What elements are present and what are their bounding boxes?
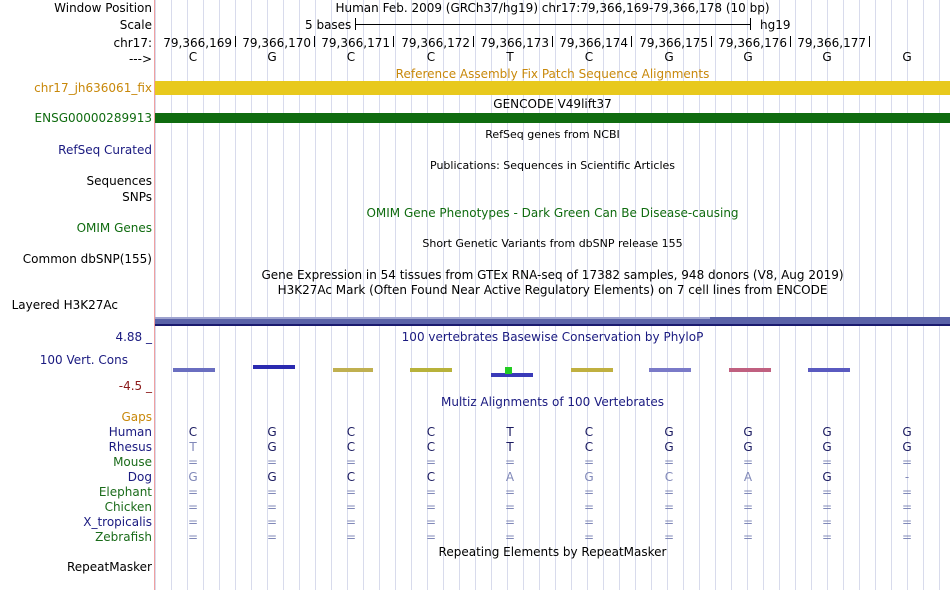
ruler-position-label: 79,366,176	[718, 36, 787, 50]
alignment-base: T	[506, 440, 514, 454]
scale-bar-left-end	[355, 18, 356, 30]
alignment-base: =	[663, 455, 675, 469]
alignment-base: G	[267, 470, 277, 484]
alignment-base: =	[425, 530, 437, 544]
scale-bar	[355, 24, 750, 25]
phylop-bar-5	[491, 373, 533, 377]
scale-text: 5 bases	[305, 18, 352, 32]
alignment-base: =	[663, 530, 675, 544]
h3k27ac-signal-right[interactable]	[710, 317, 950, 324]
phylop-bar-8	[729, 368, 771, 372]
track-image-area[interactable]	[155, 0, 950, 590]
alignment-base: A	[505, 470, 515, 484]
dbsnp-track-label[interactable]: Common dbSNP(155)	[22, 252, 152, 266]
alignment-base: T	[189, 440, 197, 454]
phylop-bar-2	[253, 365, 295, 369]
alignment-base: G	[743, 425, 753, 439]
reference-base: G	[902, 50, 912, 64]
alignment-base: =	[504, 455, 516, 469]
phylop-track-label[interactable]: 100 Vert. Cons	[39, 353, 128, 367]
reference-base: C	[426, 50, 436, 64]
omim-track-title: OMIM Gene Phenotypes - Dark Green Can Be Disease-causing	[366, 206, 739, 220]
fix-patch-track-title: Reference Assembly Fix Patch Sequence Alignments	[395, 67, 710, 81]
scale-bar-right-end	[750, 18, 751, 30]
strand-arrow-label[interactable]: --->	[128, 52, 152, 66]
ruler-tick	[314, 36, 315, 47]
window-position-label: Window Position	[54, 1, 152, 15]
gencode-feature-bar[interactable]	[155, 113, 950, 123]
alignment-base: =	[901, 515, 913, 529]
phylop-min-label: -4.5 _	[118, 379, 152, 393]
alignment-base: G	[188, 470, 198, 484]
alignment-base: C	[584, 440, 594, 454]
alignment-base: =	[187, 500, 199, 514]
ruler-position-label: 79,366,177	[797, 36, 866, 50]
ruler-tick	[631, 36, 632, 47]
h3k27ac-track-label[interactable]: Layered H3K27Ac	[11, 298, 118, 312]
dbsnp-track-title: Short Genetic Variants from dbSNP release 155	[422, 237, 683, 250]
reference-base: G	[267, 50, 277, 64]
reference-base: G	[822, 50, 832, 64]
track-label-column	[0, 0, 154, 590]
reference-base: T	[506, 50, 514, 64]
alignment-base: =	[821, 485, 833, 499]
alignment-base: G	[743, 440, 753, 454]
fix-patch-feature-bar[interactable]	[155, 81, 950, 95]
alignment-base: =	[663, 485, 675, 499]
species-label[interactable]: Elephant	[98, 485, 152, 499]
ruler-position-label: 79,366,175	[639, 36, 708, 50]
ruler-tick	[235, 36, 236, 47]
reference-base: G	[664, 50, 674, 64]
species-label[interactable]: Chicken	[104, 500, 152, 514]
alignment-base: =	[425, 515, 437, 529]
alignment-base: =	[901, 485, 913, 499]
gencode-item-label[interactable]: ENSG00000289913	[34, 111, 152, 125]
chrom-label: chr17:	[113, 36, 152, 50]
reference-base: C	[188, 50, 198, 64]
ruler-position-label: 79,366,172	[401, 36, 470, 50]
alignment-base: G	[584, 470, 594, 484]
phylop-bar-7	[649, 368, 691, 372]
alignment-base: =	[742, 500, 754, 514]
gaps-label: Gaps	[121, 410, 152, 424]
window-position-title: Human Feb. 2009 (GRCh37/hg19) chr17:79,366,169-79,366,178 (10 bp)	[335, 1, 770, 15]
alignment-base: =	[583, 515, 595, 529]
alignment-base: T	[506, 425, 514, 439]
alignment-base: =	[345, 485, 357, 499]
alignment-base: C	[188, 425, 198, 439]
h3k27ac-track-title: H3K27Ac Mark (Often Found Near Active Regulatory Elements) on 7 cell lines from ENCODE	[277, 283, 828, 297]
species-label[interactable]: Dog	[127, 470, 152, 484]
ruler-tick	[869, 36, 870, 47]
phylop-bar-3	[333, 368, 373, 372]
alignment-base: =	[742, 530, 754, 544]
alignment-base: =	[266, 530, 278, 544]
repeatmasker-track-title: Repeating Elements by RepeatMasker	[438, 545, 667, 559]
alignment-base: =	[266, 485, 278, 499]
alignment-base: -	[904, 470, 910, 484]
ruler-position-label: 79,366,171	[321, 36, 390, 50]
omim-track-label[interactable]: OMIM Genes	[76, 221, 152, 235]
reference-base: G	[743, 50, 753, 64]
species-label[interactable]: X_tropicalis	[83, 515, 152, 529]
alignment-base: =	[742, 485, 754, 499]
alignment-base: G	[822, 470, 832, 484]
alignment-base: =	[583, 530, 595, 544]
phylop-highlight-marker	[505, 367, 512, 374]
reference-base: C	[584, 50, 594, 64]
ruler-position-label: 79,366,170	[242, 36, 311, 50]
phylop-track-title: 100 vertebrates Basewise Conservation by PhyloP	[401, 330, 704, 344]
alignment-base: =	[504, 500, 516, 514]
alignment-base: C	[426, 425, 436, 439]
gencode-track-title: GENCODE V49lift37	[493, 97, 612, 111]
phylop-bar-9	[808, 368, 850, 372]
ruler-tick	[552, 36, 553, 47]
alignment-base: =	[345, 515, 357, 529]
alignment-base: G	[267, 425, 277, 439]
alignment-base: =	[901, 500, 913, 514]
alignment-base: G	[822, 425, 832, 439]
ruler-tick	[393, 36, 394, 47]
alignment-base: =	[901, 530, 913, 544]
ruler-position-label: 79,366,173	[480, 36, 549, 50]
alignment-base: G	[664, 440, 674, 454]
alignment-base: A	[743, 470, 753, 484]
alignment-base: =	[504, 485, 516, 499]
alignment-base: =	[425, 500, 437, 514]
h3k27ac-signal-highlight	[155, 317, 710, 319]
gtex-track-title: Gene Expression in 54 tissues from GTEx RNA-seq of 17382 samples, 948 donors (V8, Aug 2019)	[261, 268, 844, 282]
alignment-base: =	[583, 500, 595, 514]
alignment-base: =	[821, 500, 833, 514]
refseq-track-label[interactable]: RefSeq Curated	[58, 143, 152, 157]
alignment-base: =	[187, 485, 199, 499]
ruler-tick	[711, 36, 712, 47]
alignment-base: =	[504, 530, 516, 544]
alignment-base: =	[187, 455, 199, 469]
publications-track-title: Publications: Sequences in Scientific Articles	[430, 159, 675, 172]
h3k27ac-baseline	[155, 324, 950, 326]
alignment-base: =	[266, 455, 278, 469]
alignment-base: =	[901, 455, 913, 469]
alignment-base: =	[266, 515, 278, 529]
alignment-base: =	[663, 500, 675, 514]
fix-patch-item-label[interactable]: chr17_jh636061_fix	[34, 81, 152, 95]
repeatmasker-track-label[interactable]: RepeatMasker	[66, 560, 152, 574]
alignment-base: =	[821, 515, 833, 529]
alignment-base: =	[742, 455, 754, 469]
species-label[interactable]: Rhesus	[108, 440, 152, 454]
refseq-track-title: RefSeq genes from NCBI	[485, 128, 620, 141]
alignment-base: =	[504, 515, 516, 529]
alignment-base: =	[187, 515, 199, 529]
alignment-base: =	[821, 530, 833, 544]
ruler-position-label: 79,366,174	[559, 36, 628, 50]
alignment-base: =	[742, 515, 754, 529]
species-label[interactable]: Zebrafish	[95, 530, 152, 544]
publications-snps-label[interactable]: SNPs	[122, 190, 152, 204]
alignment-base: =	[583, 455, 595, 469]
phylop-bar-6	[571, 368, 613, 372]
alignment-base: G	[902, 440, 912, 454]
alignment-base: G	[664, 425, 674, 439]
alignment-base: C	[346, 470, 356, 484]
alignment-base: C	[426, 440, 436, 454]
species-label[interactable]: Human	[108, 425, 152, 439]
alignment-base: C	[346, 425, 356, 439]
alignment-base: =	[345, 455, 357, 469]
phylop-bar-1	[173, 368, 215, 372]
alignment-base: C	[346, 440, 356, 454]
alignment-base: C	[426, 470, 436, 484]
scale-label: Scale	[119, 18, 152, 32]
ruler-tick	[473, 36, 474, 47]
ruler-position-label: 79,366,169	[163, 36, 232, 50]
ruler-tick	[790, 36, 791, 47]
alignment-base: G	[267, 440, 277, 454]
alignment-base: C	[664, 470, 674, 484]
phylop-max-label: 4.88 _	[115, 330, 152, 344]
alignment-base: G	[822, 440, 832, 454]
species-label[interactable]: Mouse	[113, 455, 152, 469]
alignment-base: =	[345, 500, 357, 514]
alignment-base: =	[821, 455, 833, 469]
reference-base: C	[346, 50, 356, 64]
multiz-track-title: Multiz Alignments of 100 Vertebrates	[440, 395, 665, 409]
alignment-base: =	[583, 485, 595, 499]
alignment-base: =	[187, 530, 199, 544]
publications-sequences-label[interactable]: Sequences	[86, 174, 152, 188]
alignment-base: =	[266, 500, 278, 514]
assembly-label: hg19	[760, 18, 791, 32]
phylop-bar-4	[410, 368, 452, 372]
alignment-base: C	[584, 425, 594, 439]
alignment-base: =	[425, 485, 437, 499]
alignment-base: =	[425, 455, 437, 469]
alignment-base: G	[902, 425, 912, 439]
alignment-base: =	[345, 530, 357, 544]
alignment-base: =	[663, 515, 675, 529]
